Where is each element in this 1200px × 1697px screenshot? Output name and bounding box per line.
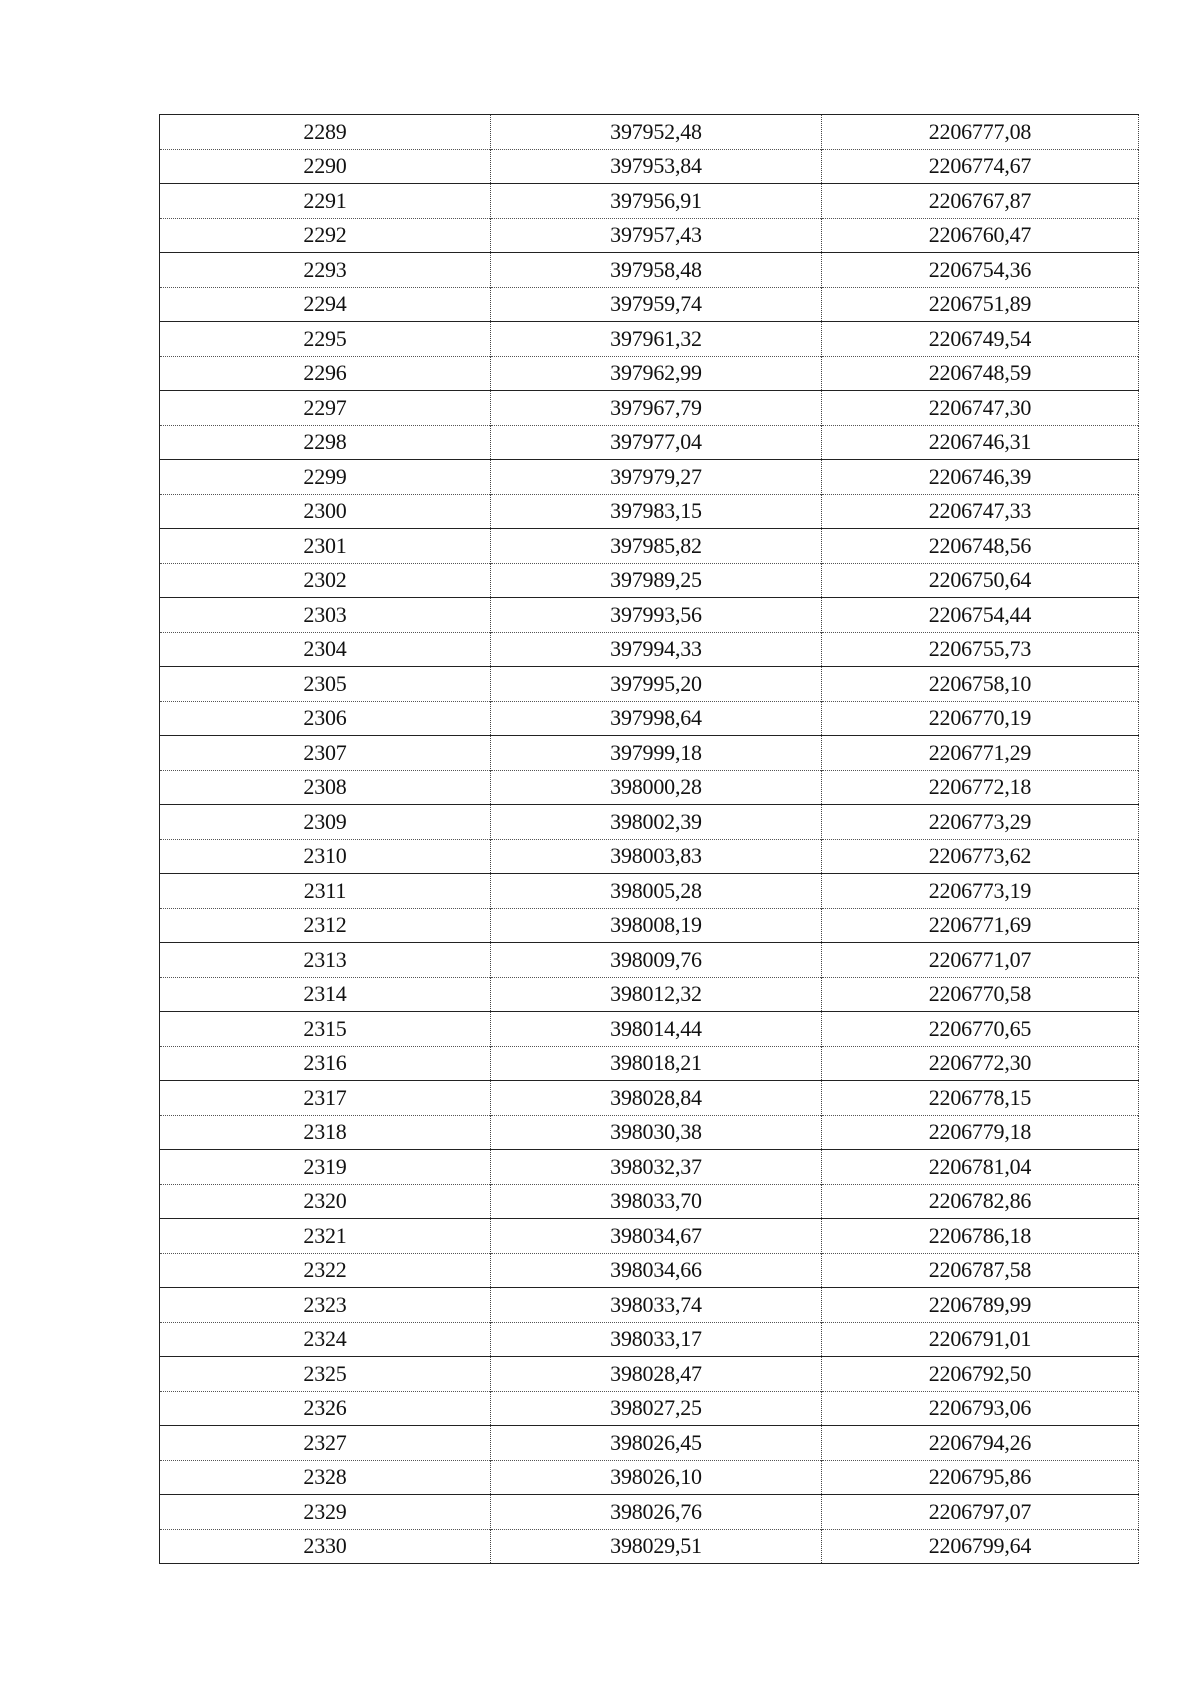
y-coordinate-cell: 2206781,04 — [822, 1150, 1139, 1185]
x-coordinate-cell: 398002,39 — [491, 805, 822, 840]
table-row — [160, 874, 1139, 909]
y-coordinate-cell: 2206747,33 — [822, 494, 1139, 529]
point-number-cell: 2305 — [160, 667, 491, 702]
y-coordinate-cell: 2206754,44 — [822, 598, 1139, 633]
point-number-cell: 2292 — [160, 218, 491, 253]
y-coordinate-cell: 2206770,58 — [822, 977, 1139, 1012]
point-number-cell: 2329 — [160, 1495, 491, 1530]
x-coordinate-cell: 398008,19 — [491, 908, 822, 943]
x-coordinate-cell: 397998,64 — [491, 701, 822, 736]
point-number-cell: 2311 — [160, 874, 491, 909]
table-row — [160, 1426, 1139, 1461]
table-row — [160, 598, 1139, 633]
x-coordinate-cell: 398033,70 — [491, 1184, 822, 1219]
table-row — [160, 391, 1139, 426]
x-coordinate-cell: 397957,43 — [491, 218, 822, 253]
point-number-cell: 2312 — [160, 908, 491, 943]
y-coordinate-cell: 2206774,67 — [822, 149, 1139, 184]
y-coordinate-cell: 2206748,59 — [822, 356, 1139, 391]
y-coordinate-cell: 2206792,50 — [822, 1357, 1139, 1392]
point-number-cell: 2322 — [160, 1253, 491, 1288]
table-row — [160, 218, 1139, 253]
y-coordinate-cell: 2206767,87 — [822, 184, 1139, 219]
x-coordinate-cell: 397956,91 — [491, 184, 822, 219]
point-number-cell: 2310 — [160, 839, 491, 874]
x-coordinate-cell: 397967,79 — [491, 391, 822, 426]
table-row — [160, 1046, 1139, 1081]
table-row — [160, 1460, 1139, 1495]
y-coordinate-cell: 2206771,07 — [822, 943, 1139, 978]
x-coordinate-cell: 398033,17 — [491, 1322, 822, 1357]
table-row — [160, 253, 1139, 288]
table-row — [160, 1495, 1139, 1530]
x-coordinate-cell: 398030,38 — [491, 1115, 822, 1150]
point-number-cell: 2309 — [160, 805, 491, 840]
x-coordinate-cell: 397989,25 — [491, 563, 822, 598]
x-coordinate-cell: 398003,83 — [491, 839, 822, 874]
x-coordinate-cell: 398026,45 — [491, 1426, 822, 1461]
x-coordinate-cell: 397979,27 — [491, 460, 822, 495]
point-number-cell: 2307 — [160, 736, 491, 771]
point-number-cell: 2298 — [160, 425, 491, 460]
table-row — [160, 977, 1139, 1012]
y-coordinate-cell: 2206747,30 — [822, 391, 1139, 426]
table-row — [160, 287, 1139, 322]
y-coordinate-cell: 2206746,39 — [822, 460, 1139, 495]
point-number-cell: 2306 — [160, 701, 491, 736]
point-number-cell: 2313 — [160, 943, 491, 978]
y-coordinate-cell: 2206795,86 — [822, 1460, 1139, 1495]
x-coordinate-cell: 398026,10 — [491, 1460, 822, 1495]
x-coordinate-cell: 397983,15 — [491, 494, 822, 529]
point-number-cell: 2293 — [160, 253, 491, 288]
point-number-cell: 2294 — [160, 287, 491, 322]
point-number-cell: 2303 — [160, 598, 491, 633]
y-coordinate-cell: 2206758,10 — [822, 667, 1139, 702]
table-row — [160, 736, 1139, 771]
table-row — [160, 115, 1139, 150]
x-coordinate-cell: 398009,76 — [491, 943, 822, 978]
y-coordinate-cell: 2206772,30 — [822, 1046, 1139, 1081]
x-coordinate-cell: 398018,21 — [491, 1046, 822, 1081]
table-row — [160, 839, 1139, 874]
x-coordinate-cell: 397961,32 — [491, 322, 822, 357]
x-coordinate-cell: 398029,51 — [491, 1529, 822, 1564]
coordinates-table — [159, 114, 1139, 1564]
table-row — [160, 425, 1139, 460]
point-number-cell: 2304 — [160, 632, 491, 667]
point-number-cell: 2289 — [160, 115, 491, 150]
point-number-cell: 2330 — [160, 1529, 491, 1564]
table-row — [160, 529, 1139, 564]
point-number-cell: 2321 — [160, 1219, 491, 1254]
y-coordinate-cell: 2206786,18 — [822, 1219, 1139, 1254]
x-coordinate-cell: 398026,76 — [491, 1495, 822, 1530]
x-coordinate-cell: 398014,44 — [491, 1012, 822, 1047]
y-coordinate-cell: 2206791,01 — [822, 1322, 1139, 1357]
y-coordinate-cell: 2206778,15 — [822, 1081, 1139, 1116]
x-coordinate-cell: 397953,84 — [491, 149, 822, 184]
x-coordinate-cell: 398000,28 — [491, 770, 822, 805]
x-coordinate-cell: 397962,99 — [491, 356, 822, 391]
y-coordinate-cell: 2206787,58 — [822, 1253, 1139, 1288]
y-coordinate-cell: 2206750,64 — [822, 563, 1139, 598]
table-row — [160, 1219, 1139, 1254]
table-row — [160, 1322, 1139, 1357]
x-coordinate-cell: 397952,48 — [491, 115, 822, 150]
x-coordinate-cell: 397993,56 — [491, 598, 822, 633]
table-row — [160, 1529, 1139, 1564]
table-row — [160, 563, 1139, 598]
point-number-cell: 2316 — [160, 1046, 491, 1081]
y-coordinate-cell: 2206797,07 — [822, 1495, 1139, 1530]
y-coordinate-cell: 2206793,06 — [822, 1391, 1139, 1426]
x-coordinate-cell: 397985,82 — [491, 529, 822, 564]
point-number-cell: 2318 — [160, 1115, 491, 1150]
x-coordinate-cell: 397958,48 — [491, 253, 822, 288]
point-number-cell: 2317 — [160, 1081, 491, 1116]
point-number-cell: 2297 — [160, 391, 491, 426]
table-row — [160, 1081, 1139, 1116]
y-coordinate-cell: 2206749,54 — [822, 322, 1139, 357]
point-number-cell: 2295 — [160, 322, 491, 357]
x-coordinate-cell: 398034,66 — [491, 1253, 822, 1288]
y-coordinate-cell: 2206773,19 — [822, 874, 1139, 909]
y-coordinate-cell: 2206748,56 — [822, 529, 1139, 564]
y-coordinate-cell: 2206770,65 — [822, 1012, 1139, 1047]
table-row — [160, 1012, 1139, 1047]
y-coordinate-cell: 2206799,64 — [822, 1529, 1139, 1564]
table-row — [160, 908, 1139, 943]
y-coordinate-cell: 2206794,26 — [822, 1426, 1139, 1461]
y-coordinate-cell: 2206760,47 — [822, 218, 1139, 253]
y-coordinate-cell: 2206751,89 — [822, 287, 1139, 322]
y-coordinate-cell: 2206771,29 — [822, 736, 1139, 771]
x-coordinate-cell: 397994,33 — [491, 632, 822, 667]
point-number-cell: 2319 — [160, 1150, 491, 1185]
table-row — [160, 322, 1139, 357]
point-number-cell: 2324 — [160, 1322, 491, 1357]
x-coordinate-cell: 397995,20 — [491, 667, 822, 702]
y-coordinate-cell: 2206779,18 — [822, 1115, 1139, 1150]
table-row — [160, 460, 1139, 495]
point-number-cell: 2291 — [160, 184, 491, 219]
x-coordinate-cell: 397999,18 — [491, 736, 822, 771]
x-coordinate-cell: 398012,32 — [491, 977, 822, 1012]
table-row — [160, 943, 1139, 978]
y-coordinate-cell: 2206777,08 — [822, 115, 1139, 150]
point-number-cell: 2308 — [160, 770, 491, 805]
table-row — [160, 770, 1139, 805]
point-number-cell: 2302 — [160, 563, 491, 598]
point-number-cell: 2314 — [160, 977, 491, 1012]
point-number-cell: 2300 — [160, 494, 491, 529]
x-coordinate-cell: 398028,47 — [491, 1357, 822, 1392]
table-row — [160, 1288, 1139, 1323]
table-row — [160, 1357, 1139, 1392]
x-coordinate-cell: 398028,84 — [491, 1081, 822, 1116]
table-row — [160, 1184, 1139, 1219]
point-number-cell: 2301 — [160, 529, 491, 564]
x-coordinate-cell: 398033,74 — [491, 1288, 822, 1323]
table-row — [160, 184, 1139, 219]
x-coordinate-cell: 398032,37 — [491, 1150, 822, 1185]
point-number-cell: 2327 — [160, 1426, 491, 1461]
y-coordinate-cell: 2206772,18 — [822, 770, 1139, 805]
table-row — [160, 494, 1139, 529]
point-number-cell: 2328 — [160, 1460, 491, 1495]
x-coordinate-cell: 398034,67 — [491, 1219, 822, 1254]
point-number-cell: 2315 — [160, 1012, 491, 1047]
x-coordinate-cell: 397977,04 — [491, 425, 822, 460]
table-row — [160, 1253, 1139, 1288]
table-row — [160, 356, 1139, 391]
table-row — [160, 805, 1139, 840]
point-number-cell: 2320 — [160, 1184, 491, 1219]
point-number-cell: 2296 — [160, 356, 491, 391]
point-number-cell: 2325 — [160, 1357, 491, 1392]
point-number-cell: 2326 — [160, 1391, 491, 1426]
table-row — [160, 149, 1139, 184]
table-row — [160, 1150, 1139, 1185]
y-coordinate-cell: 2206754,36 — [822, 253, 1139, 288]
y-coordinate-cell: 2206770,19 — [822, 701, 1139, 736]
table-row — [160, 632, 1139, 667]
y-coordinate-cell: 2206773,62 — [822, 839, 1139, 874]
table-row — [160, 1115, 1139, 1150]
coordinates-table-body — [160, 115, 1139, 1564]
y-coordinate-cell: 2206782,86 — [822, 1184, 1139, 1219]
table-row — [160, 1391, 1139, 1426]
x-coordinate-cell: 397959,74 — [491, 287, 822, 322]
point-number-cell: 2299 — [160, 460, 491, 495]
table-row — [160, 701, 1139, 736]
table-row — [160, 667, 1139, 702]
point-number-cell: 2323 — [160, 1288, 491, 1323]
y-coordinate-cell: 2206746,31 — [822, 425, 1139, 460]
x-coordinate-cell: 398005,28 — [491, 874, 822, 909]
x-coordinate-cell: 398027,25 — [491, 1391, 822, 1426]
point-number-cell: 2290 — [160, 149, 491, 184]
y-coordinate-cell: 2206771,69 — [822, 908, 1139, 943]
y-coordinate-cell: 2206789,99 — [822, 1288, 1139, 1323]
y-coordinate-cell: 2206755,73 — [822, 632, 1139, 667]
y-coordinate-cell: 2206773,29 — [822, 805, 1139, 840]
